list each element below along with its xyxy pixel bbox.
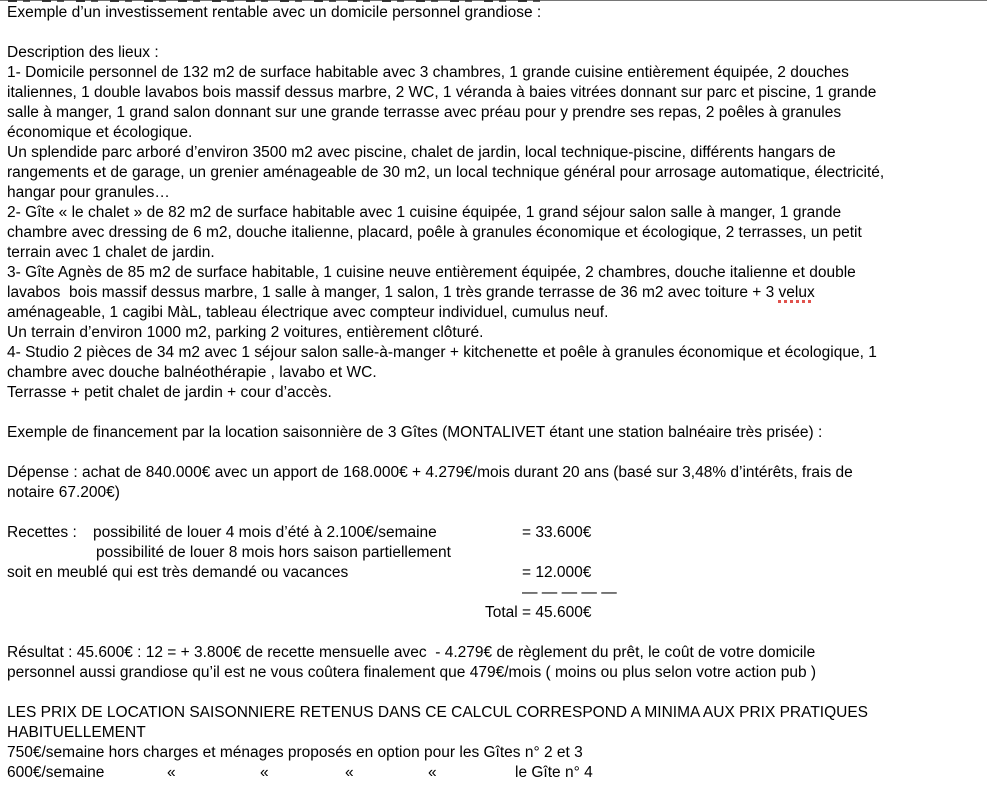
cropped-text-artifact	[0, 0, 987, 2]
text-run: économique et écologique.	[7, 124, 193, 141]
text-line	[0, 523, 987, 543]
text-run: notaire 67.200€)	[7, 484, 120, 501]
text-run: possibilité de louer 4 mois d’été à 2.100€/semaine	[93, 524, 437, 541]
text-run: personnel aussi grandiose qu’il est ne vous coûtera finalement que 479€/mois ( moins ou plus selon votre action pub )	[7, 664, 817, 681]
text-line	[0, 423, 987, 443]
text-line	[0, 263, 987, 283]
text-line	[0, 543, 987, 563]
text-line	[0, 23, 987, 43]
text-line	[0, 3, 987, 23]
text-line	[0, 483, 987, 503]
text-line	[0, 63, 987, 83]
text-run: Description des lieux :	[7, 44, 159, 61]
text-run: possibilité de louer 8 mois hors saison partiellement	[96, 544, 451, 561]
text-line	[0, 623, 987, 643]
text-run: Total = 45.600€	[485, 604, 592, 621]
text-run: 750€/semaine hors charges et ménages proposés en option pour les Gîtes n° 2 et 3	[7, 744, 583, 761]
text-line	[0, 383, 987, 403]
text-line	[0, 763, 987, 783]
text-run: aménageable, 1 cagibi MàL, tableau électrique avec compteur individuel, cumulus neuf.	[7, 304, 609, 321]
text-run: Résultat : 45.600€ : 12 = + 3.800€ de recette mensuelle avec - 4.279€ de règlement du prêt, le coût de votre domicile	[7, 644, 816, 661]
text-line	[0, 143, 987, 163]
text-line	[0, 323, 987, 343]
text-line	[0, 703, 987, 723]
text-line	[0, 123, 987, 143]
text-line	[0, 203, 987, 223]
text-run: HABITUELLEMENT	[7, 724, 146, 741]
text-line	[0, 603, 987, 623]
text-run: 4- Studio 2 pièces de 34 m2 avec 1 séjour salon salle-à-manger + kitchenette et poêle à granules économique et écologique, 1	[7, 344, 877, 361]
text-run: rangements et de garage, un grenier aménageable de 30 m2, un local technique général pour arrosage automatique, électricité,	[7, 164, 885, 181]
text-run: 600€/semaine	[7, 764, 105, 781]
text-line	[0, 83, 987, 103]
text-run: terrain avec 1 chalet de jardin.	[7, 244, 215, 261]
text-line	[0, 503, 987, 523]
text-line	[0, 103, 987, 123]
text-line	[0, 363, 987, 383]
text-run: chambre avec douche balnéothérapie , lavabo et WC.	[7, 364, 377, 381]
text-line	[0, 223, 987, 243]
text-line	[0, 403, 987, 423]
text-line	[0, 283, 987, 303]
text-line	[0, 343, 987, 363]
text-run: 1- Domicile personnel de 132 m2 de surface habitable avec 3 chambres, 1 grande cuisine entièrement équipée, 2 douches	[7, 64, 849, 81]
text-run: Recettes :	[7, 524, 77, 541]
text-run: — — — — —	[522, 584, 617, 601]
text-line	[0, 303, 987, 323]
misspelled-word: velux	[778, 284, 815, 301]
text-run: Exemple d’un investissement rentable avec un domicile personnel grandiose :	[7, 4, 542, 21]
text-line	[0, 663, 987, 683]
text-run: «	[428, 764, 437, 781]
text-run: italiennes, 1 double lavabos bois massif dessus marbre, 2 WC, 1 véranda à baies vitrées donnant sur parc et piscine, 1 grande	[7, 84, 877, 101]
text-run: chambre avec dressing de 6 m2, douche italienne, placard, poêle à granules économique et écologique, 2 terrasses, un petit	[7, 224, 862, 241]
text-line	[0, 163, 987, 183]
text-run: «	[260, 764, 269, 781]
text-line	[0, 463, 987, 483]
text-run: hangar pour granules…	[7, 184, 170, 201]
text-run: «	[167, 764, 176, 781]
text-line	[0, 183, 987, 203]
text-line	[0, 563, 987, 583]
text-run: lavabos bois massif dessus marbre, 1 salle à manger, 1 salon, 1 très grande terrasse de 36 m2 avec toiture + 3	[7, 284, 779, 301]
text-line	[0, 723, 987, 743]
text-run: Terrasse + petit chalet de jardin + cour d’accès.	[7, 384, 332, 401]
text-line	[0, 243, 987, 263]
text-run: = 12.000€	[522, 564, 592, 581]
text-run: 3- Gîte Agnès de 85 m2 de surface habitable, 1 cuisine neuve entièrement équipée, 2 chambres, douche italienne et double	[7, 264, 856, 281]
text-run: Dépense : achat de 840.000€ avec un apport de 168.000€ + 4.279€/mois durant 20 ans (basé sur 3,48% d’intérêts, frais de	[7, 464, 853, 481]
text-line	[0, 583, 987, 603]
text-run: le Gîte n° 4	[515, 764, 593, 781]
text-line	[0, 683, 987, 703]
text-run: Un terrain d’environ 1000 m2, parking 2 voitures, entièrement clôturé.	[7, 324, 484, 341]
text-run: 2- Gîte « le chalet » de 82 m2 de surface habitable avec 1 cuisine équipée, 1 grand séjour salon salle à manger, 1 grande	[7, 204, 842, 221]
text-line	[0, 743, 987, 763]
text-run: soit en meublé qui est très demandé ou vacances	[7, 564, 349, 581]
text-line	[0, 43, 987, 63]
text-line	[0, 643, 987, 663]
text-run: Exemple de financement par la location saisonnière de 3 Gîtes (MONTALIVET étant une station balnéaire très prisée) :	[7, 424, 823, 441]
text-run: salle à manger, 1 grand salon donnant sur une grande terrasse avec préau pour y prendre ses repas, 2 poêles à granules	[7, 104, 842, 121]
text-run: = 33.600€	[522, 524, 592, 541]
text-run: Un splendide parc arboré d’environ 3500 m2 avec piscine, chalet de jardin, local technique-piscine, différents hangars de	[7, 144, 836, 161]
text-run: LES PRIX DE LOCATION SAISONNIERE RETENUS DANS CE CALCUL CORRESPOND A MINIMA AUX PRIX PRATIQUES	[7, 704, 869, 721]
text-run: «	[345, 764, 354, 781]
document-text	[0, 3, 987, 783]
text-line	[0, 443, 987, 463]
